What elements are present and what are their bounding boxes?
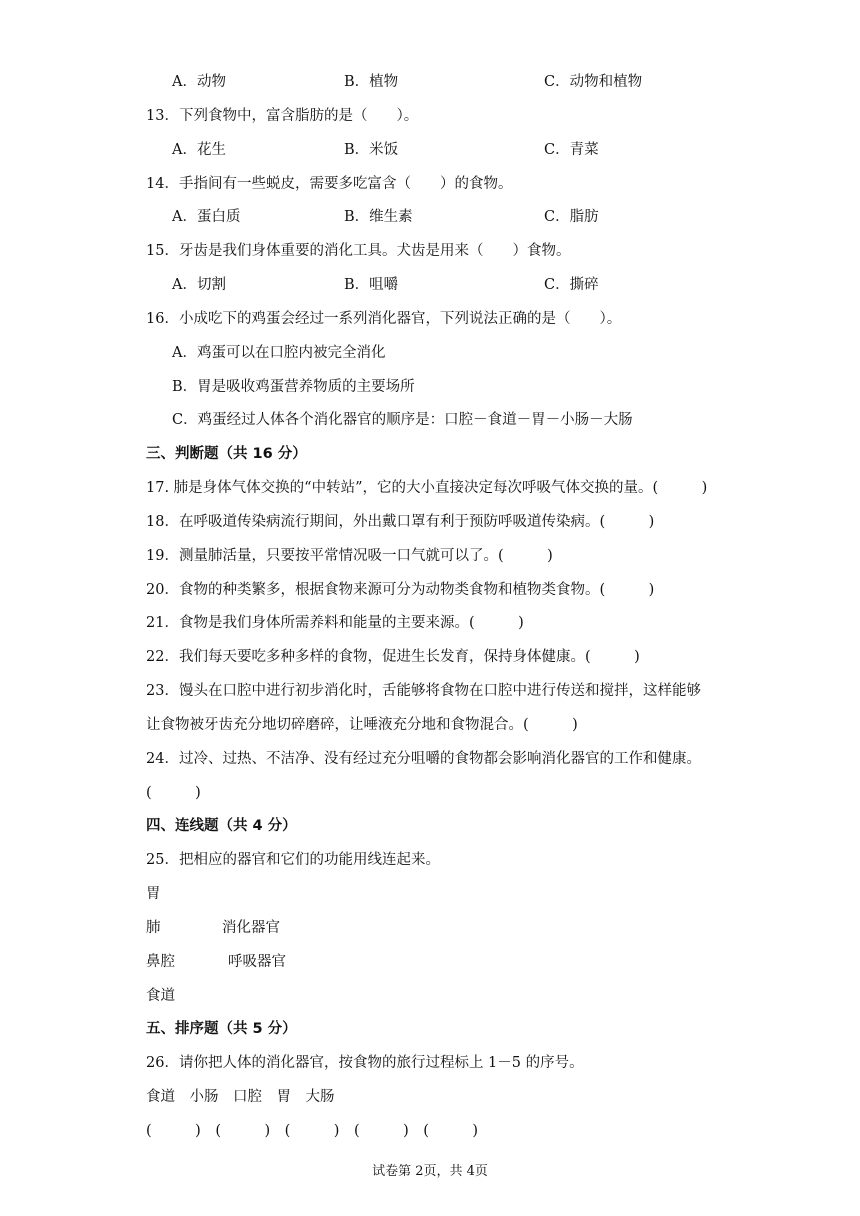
q16-option-b: B．胃是吸收鸡蛋营养物质的主要场所: [172, 379, 415, 395]
q25-left-item: 胃: [146, 886, 161, 902]
q25-left-item: 肺: [146, 920, 161, 936]
section-title-judge: 三、判断题（共 16 分）: [146, 446, 307, 462]
q15-option-a: A．切割: [172, 277, 226, 293]
q25-text: 25．把相应的器官和它们的功能用线连起来。: [146, 852, 440, 868]
q14-option-c: C．脂肪: [544, 209, 599, 225]
q26-organs: 食道 小肠 口腔 胃 大肠: [146, 1089, 335, 1105]
q16-text: 16．小成吃下的鸡蛋会经过一系列消化器官，下列说法正确的是（ ）。: [146, 311, 622, 327]
q15-option-c: C．撕碎: [544, 277, 599, 293]
question-22: 22．我们每天要吃多种多样的食物，促进生长发育，保持身体健康。( ): [146, 649, 640, 665]
q26-text: 26．请你把人体的消化器官，按食物的旅行过程标上 1－5 的序号。: [146, 1055, 584, 1071]
section-title-matching: 四、连线题（共 4 分）: [146, 818, 297, 834]
question-21: 21．食物是我们身体所需养料和能量的主要来源。( ): [146, 615, 524, 631]
q13-text: 13．下列食物中，富含脂肪的是（ ）。: [146, 108, 419, 124]
q25-left-item: 鼻腔: [146, 954, 175, 970]
q13-option-c: C．青菜: [544, 142, 599, 158]
question-19: 19．测量肺活量，只要按平常情况吸一口气就可以了。( ): [146, 548, 553, 564]
question-23-line1: 23．馒头在口腔中进行初步消化时，舌能够将食物在口腔中进行传送和搅拌，这样能够: [146, 683, 701, 699]
q14-text: 14．手指间有一些蜕皮，需要多吃富含（ ）的食物。: [146, 176, 513, 192]
q14-option-b: B．维生素: [344, 209, 413, 225]
question-18: 18．在呼吸道传染病流行期间，外出戴口罩有利于预防呼吸道传染病。( ): [146, 514, 655, 530]
q25-right-item: 呼吸器官: [228, 954, 286, 970]
q13-option-b: B．米饭: [344, 142, 399, 158]
question-23-line2: 让食物被牙齿充分地切碎磨碎，让唾液充分地和食物混合。( ): [146, 717, 578, 733]
q26-blanks: ( ) ( ) ( ) ( ) ( ): [146, 1123, 479, 1139]
q16-option-c: C．鸡蛋经过人体各个消化器官的顺序是：口腔－食道－胃－小肠－大肠: [172, 412, 633, 428]
section-title-ordering: 五、排序题（共 5 分）: [146, 1021, 297, 1037]
question-17: 17. 肺是身体气体交换的“中转站”，它的大小直接决定每次呼吸气体交换的量。( ): [146, 480, 708, 496]
q12-option-b: B．植物: [344, 74, 399, 90]
q15-option-b: B．咀嚼: [344, 277, 399, 293]
q25-right-item: 消化器官: [222, 920, 280, 936]
q25-left-item: 食道: [146, 988, 175, 1004]
question-24-line2: ( ): [146, 785, 201, 801]
page-footer: 试卷第 2页，共 4页: [372, 1164, 488, 1179]
q15-text: 15．牙齿是我们身体重要的消化工具。犬齿是用来（ ）食物。: [146, 243, 571, 259]
q12-option-c: C．动物和植物: [544, 74, 643, 90]
question-20: 20．食物的种类繁多，根据食物来源可分为动物类食物和植物类食物。( ): [146, 582, 655, 598]
q13-option-a: A．花生: [172, 142, 226, 158]
question-24-line1: 24．过冷、过热、不洁净、没有经过充分咀嚼的食物都会影响消化器官的工作和健康。: [146, 751, 701, 767]
q14-option-a: A．蛋白质: [172, 209, 241, 225]
q12-option-a: A．动物: [172, 74, 226, 90]
q16-option-a: A．鸡蛋可以在口腔内被完全消化: [172, 345, 386, 361]
